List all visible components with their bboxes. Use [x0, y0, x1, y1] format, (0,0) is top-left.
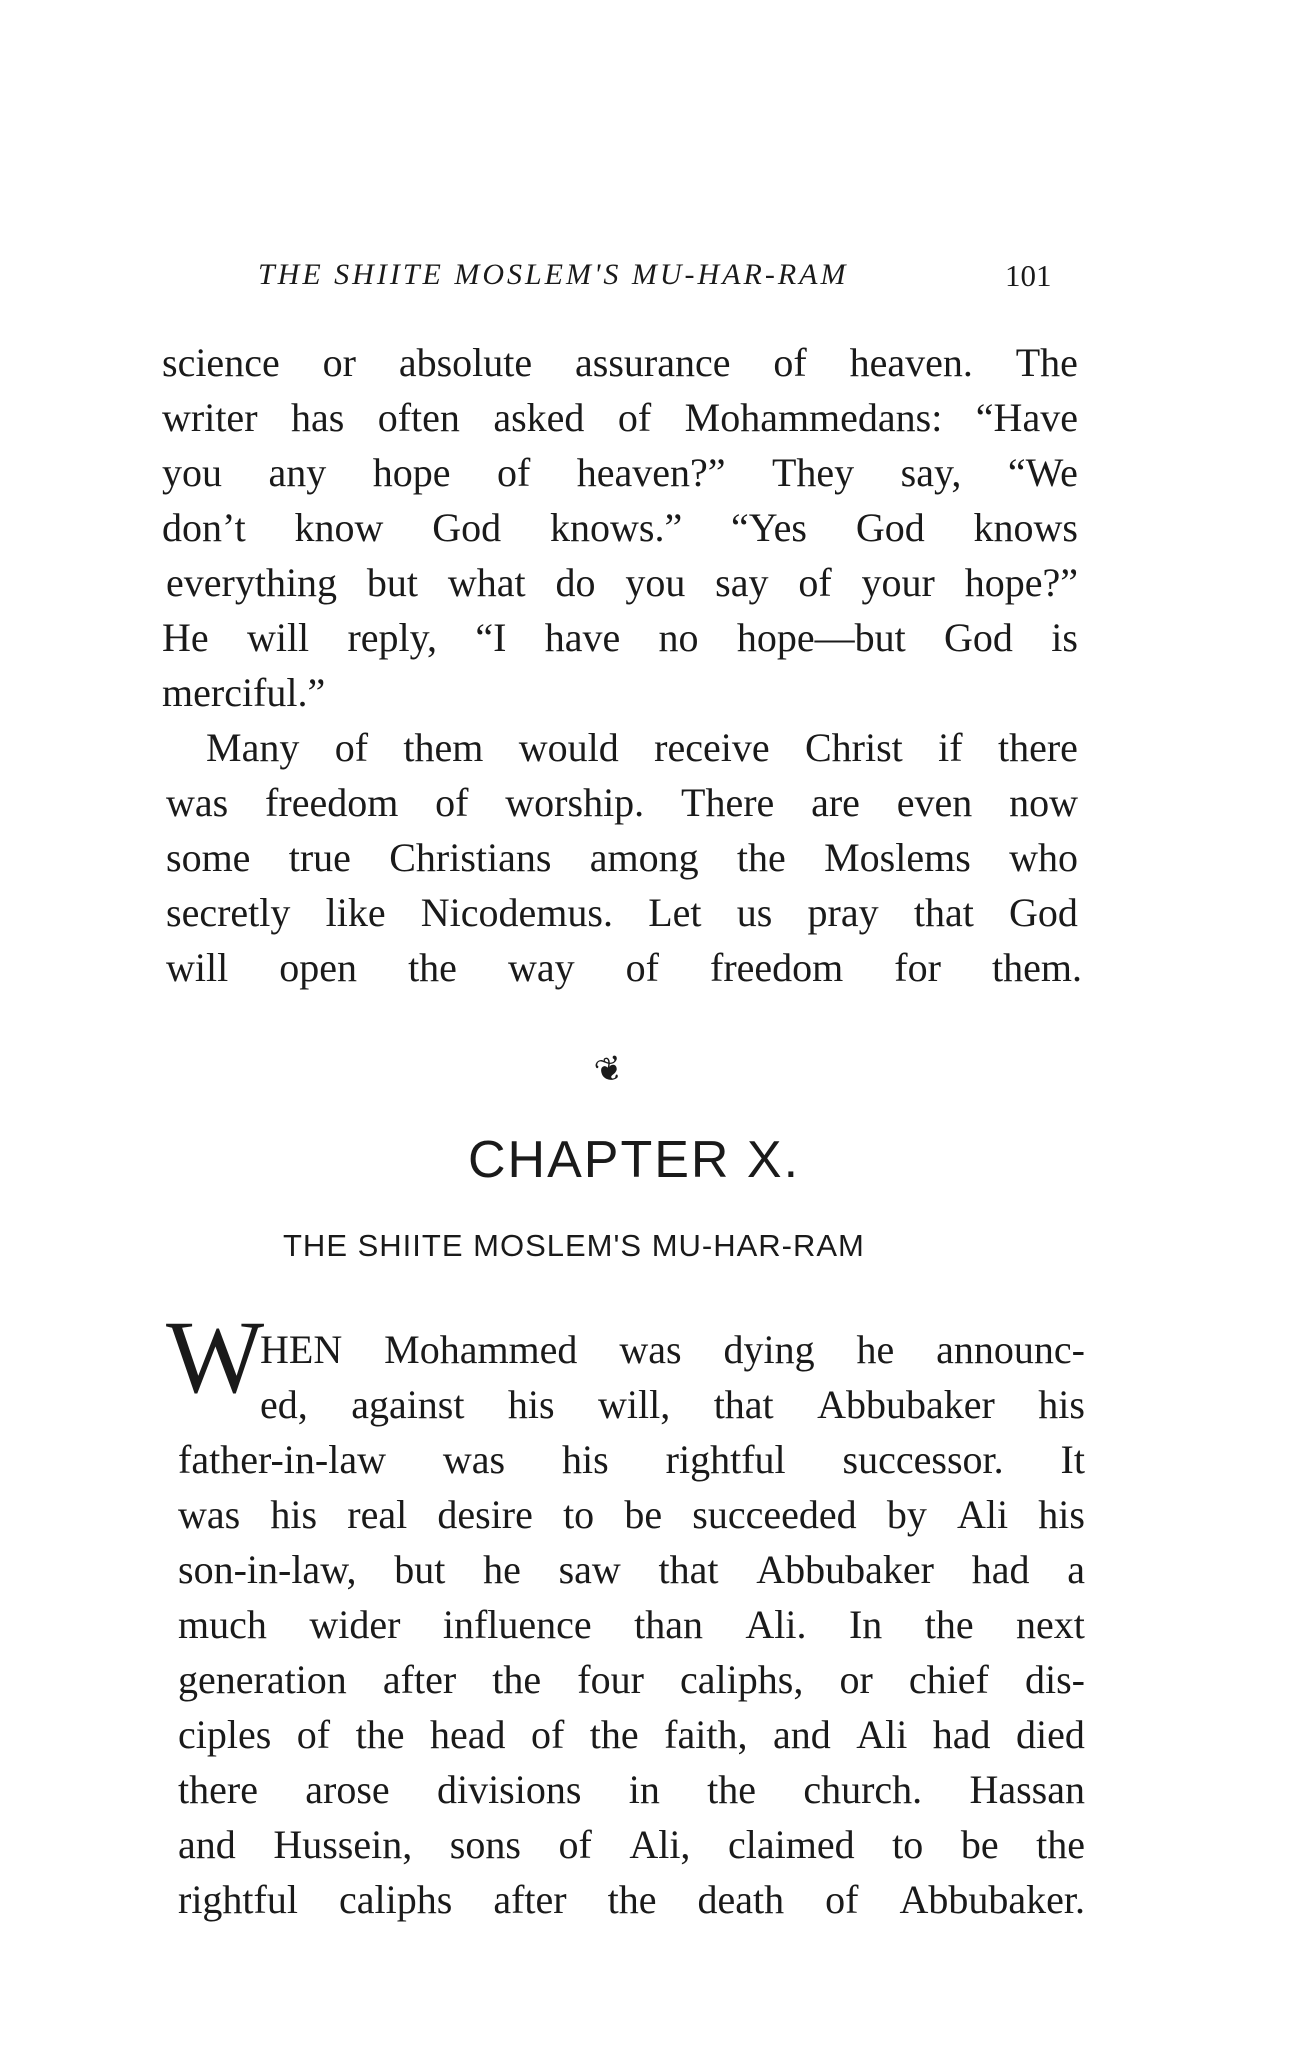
word: the	[736, 835, 786, 880]
word: knows	[973, 505, 1078, 550]
continuation-line	[162, 450, 1078, 497]
word: us	[736, 890, 773, 935]
chapter-line	[178, 1712, 1085, 1759]
word: next	[1016, 1602, 1085, 1647]
second-line	[206, 725, 1078, 772]
word: any	[268, 450, 327, 495]
word: you	[625, 560, 686, 605]
word: often	[377, 395, 460, 440]
word: head	[429, 1712, 506, 1757]
word: the	[492, 1657, 542, 1702]
word: heaven?”	[576, 450, 726, 495]
word: desire	[437, 1492, 533, 1537]
word: claimed	[727, 1822, 855, 1867]
word: his	[1038, 1492, 1085, 1537]
word: way	[507, 945, 575, 990]
word: divisions	[436, 1767, 582, 1812]
word: Ali	[956, 1492, 1009, 1537]
word: science	[162, 340, 280, 385]
word: died	[1016, 1712, 1085, 1757]
word: and	[772, 1712, 831, 1757]
word: son-in-law,	[178, 1547, 357, 1592]
word: of	[625, 945, 659, 990]
word: the	[924, 1602, 974, 1647]
word: everything	[166, 560, 338, 605]
word: real	[347, 1492, 408, 1537]
word: among	[589, 835, 699, 880]
word: say,	[900, 450, 962, 495]
continuation-line	[162, 670, 339, 717]
word: Abbubaker	[817, 1382, 995, 1427]
word: Abbubaker	[756, 1547, 934, 1592]
word: Christ	[804, 725, 903, 770]
ornament-icon: ❦	[590, 1048, 628, 1093]
word: “We	[1007, 450, 1078, 495]
word: Many	[206, 725, 300, 770]
word: your	[861, 560, 935, 605]
word: arose	[305, 1767, 390, 1812]
word: God	[944, 615, 1013, 660]
word: The	[1015, 340, 1078, 385]
word: church.	[803, 1767, 923, 1812]
word: of	[496, 450, 531, 495]
chapter-line	[260, 1382, 1085, 1429]
word: four	[577, 1657, 644, 1702]
word: Ali.	[745, 1602, 807, 1647]
word: had	[932, 1712, 991, 1757]
word: what	[447, 560, 526, 605]
word: “Yes	[731, 505, 807, 550]
word: against	[351, 1382, 465, 1427]
word: In	[848, 1602, 883, 1647]
word: father-in-law	[178, 1437, 386, 1482]
word: sons	[449, 1822, 521, 1867]
word: the	[408, 945, 457, 990]
word: will,	[598, 1382, 671, 1427]
word: rightful	[178, 1877, 298, 1922]
word: freedom	[265, 780, 399, 825]
word: a	[1067, 1547, 1085, 1592]
word: even	[896, 780, 973, 825]
word: Hussein,	[273, 1822, 413, 1867]
chapter-subtitle: THE SHIITE MOSLEM'S MU-HAR-RAM	[283, 1228, 865, 1263]
word: Christians	[389, 835, 552, 880]
word: now	[1009, 780, 1078, 825]
word: ciples	[178, 1712, 272, 1757]
word: to	[892, 1822, 924, 1867]
word: There	[681, 780, 775, 825]
word: dying	[723, 1327, 815, 1372]
word: of	[334, 725, 369, 770]
continuation-line	[162, 340, 1078, 387]
word: has	[290, 395, 345, 440]
word: Mohammed	[384, 1327, 578, 1372]
drop-cap: W	[166, 1300, 265, 1415]
word: chief	[908, 1657, 989, 1702]
word: of	[798, 560, 832, 605]
word: hope—but	[736, 615, 906, 660]
word: his	[562, 1437, 609, 1482]
second-line	[166, 780, 1078, 827]
word: of	[435, 780, 469, 825]
word: ed,	[260, 1382, 308, 1427]
word: successor.	[842, 1437, 1004, 1482]
word: be	[960, 1822, 999, 1867]
word: that	[658, 1547, 719, 1592]
word: Let	[648, 890, 702, 935]
word: had	[971, 1547, 1030, 1592]
word: open	[279, 945, 358, 990]
word: God	[855, 505, 925, 550]
word: but	[394, 1547, 446, 1592]
word: knows.”	[549, 505, 683, 550]
word: them	[403, 725, 484, 770]
chapter-title: CHAPTER X.	[468, 1131, 801, 1189]
chapter-line	[178, 1877, 1085, 1924]
word: freedom	[710, 945, 844, 990]
word: rightful	[665, 1437, 786, 1482]
chapter-line	[178, 1492, 1085, 1539]
word: They	[771, 450, 855, 495]
word: generation	[178, 1657, 347, 1702]
word: Mohammedans:	[684, 395, 943, 440]
word: hope?”	[964, 560, 1078, 605]
word: secretly	[166, 890, 291, 935]
word: HEN	[260, 1327, 343, 1372]
word: worship.	[505, 780, 645, 825]
word: “I	[475, 615, 507, 660]
word: the	[707, 1767, 757, 1812]
word: to	[563, 1492, 595, 1537]
word: God	[1009, 890, 1078, 935]
word: you	[162, 450, 222, 495]
continuation-line	[166, 560, 1078, 607]
word: receive	[654, 725, 770, 770]
word: of	[617, 395, 652, 440]
word: “Have	[975, 395, 1078, 440]
word: them.	[991, 945, 1082, 990]
word: of	[530, 1712, 565, 1757]
word: there	[178, 1767, 258, 1812]
continuation-line	[162, 615, 1078, 662]
word: his	[1038, 1382, 1085, 1427]
word: he	[856, 1327, 895, 1372]
word: have	[544, 615, 621, 660]
word: was	[178, 1492, 241, 1537]
word: the	[1036, 1822, 1085, 1867]
word: don’t	[162, 505, 246, 550]
chapter-line	[260, 1327, 1085, 1374]
word: in	[628, 1767, 660, 1812]
word: the	[589, 1712, 639, 1757]
word: and	[178, 1822, 236, 1867]
word: who	[1009, 835, 1078, 880]
word: some	[166, 835, 251, 880]
word: of	[558, 1822, 592, 1867]
word: the	[607, 1877, 657, 1922]
word: no	[658, 615, 699, 660]
word: after	[382, 1657, 457, 1702]
word: true	[288, 835, 351, 880]
word: writer	[162, 395, 258, 440]
word: Moslems	[824, 835, 971, 880]
word: assurance	[575, 340, 731, 385]
word: would	[518, 725, 619, 770]
word: or	[322, 340, 356, 385]
word: influence	[442, 1602, 592, 1647]
word: his	[507, 1382, 555, 1427]
word: reply,	[347, 615, 438, 660]
word: for	[894, 945, 941, 990]
word: is	[1051, 615, 1078, 660]
second-line	[166, 945, 1082, 992]
continuation-line	[162, 395, 1078, 442]
word: than	[634, 1602, 703, 1647]
word: Hassan	[969, 1767, 1085, 1812]
word: of	[825, 1877, 859, 1922]
word: Ali	[856, 1712, 908, 1757]
continuation-line	[162, 505, 1078, 552]
word: but	[366, 560, 419, 605]
word: dis-	[1024, 1657, 1085, 1702]
word: hope	[372, 450, 451, 495]
word: say	[715, 560, 769, 605]
word: was	[442, 1437, 506, 1482]
chapter-line	[178, 1657, 1085, 1704]
word: was	[166, 780, 229, 825]
word: caliphs	[339, 1877, 453, 1922]
word: Nicodemus.	[420, 890, 613, 935]
word: absolute	[398, 340, 533, 385]
word: like	[325, 890, 386, 935]
word: do	[555, 560, 596, 605]
word: are	[811, 780, 860, 825]
word: or	[839, 1657, 873, 1702]
word: faith,	[664, 1712, 748, 1757]
word: It	[1060, 1437, 1085, 1482]
word: caliphs,	[680, 1657, 804, 1702]
word: be	[624, 1492, 663, 1537]
word: after	[493, 1877, 567, 1922]
word: saw	[558, 1547, 621, 1592]
word: death	[697, 1877, 785, 1922]
chapter-line	[178, 1602, 1085, 1649]
chapter-line	[178, 1822, 1085, 1869]
word: Ali,	[629, 1822, 691, 1867]
word: he	[483, 1547, 521, 1592]
word: the	[355, 1712, 405, 1757]
word: Abbubaker.	[899, 1877, 1085, 1922]
word: will	[166, 945, 229, 990]
word: merciful.”	[162, 670, 326, 715]
chapter-line	[178, 1767, 1085, 1814]
second-line	[166, 835, 1078, 882]
word: asked	[493, 395, 585, 440]
word: of	[773, 340, 807, 385]
chapter-line	[178, 1437, 1085, 1484]
word: there	[997, 725, 1078, 770]
running-head: THE SHIITE MOSLEM'S MU-HAR-RAM	[258, 258, 849, 291]
chapter-line	[178, 1547, 1085, 1594]
word: succeeded	[692, 1492, 857, 1537]
word: God	[432, 505, 502, 550]
word: his	[270, 1492, 318, 1537]
word: announc-	[936, 1327, 1085, 1372]
word: of	[296, 1712, 331, 1757]
word: by	[886, 1492, 927, 1537]
word: pray	[807, 890, 879, 935]
word: if	[938, 725, 963, 770]
page-number: 101	[1005, 258, 1052, 293]
word: know	[294, 505, 384, 550]
word: heaven.	[849, 340, 973, 385]
word: that	[913, 890, 974, 935]
word: will	[246, 615, 310, 660]
word: that	[713, 1382, 774, 1427]
word: much	[178, 1602, 267, 1647]
word: He	[162, 615, 209, 660]
word: wider	[309, 1602, 401, 1647]
second-line	[166, 890, 1078, 937]
word: was	[619, 1327, 682, 1372]
